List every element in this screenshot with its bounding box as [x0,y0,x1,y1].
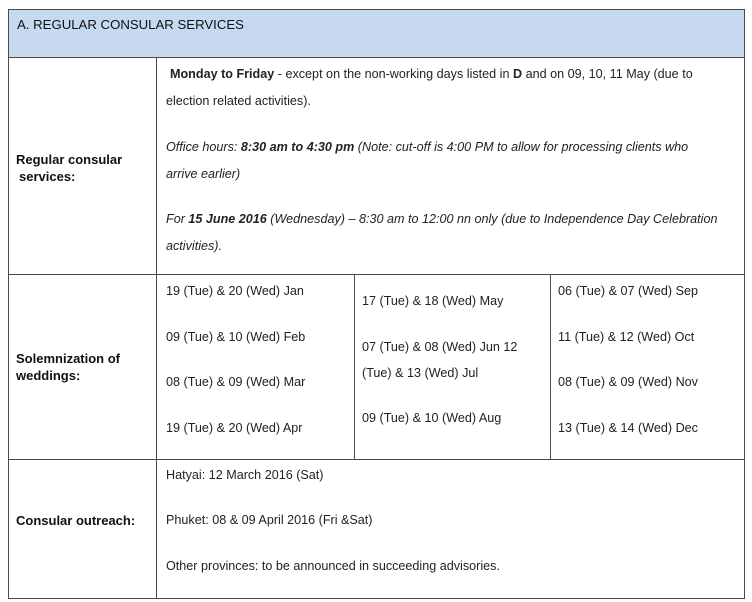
office-hours-line: Office hours: 8:30 am to 4:30 pm (Note: cut-off is 4:00 PM to allow for processing clients who [166,140,689,154]
list-item: 17 (Tue) & 18 (Wed) May [362,294,504,308]
list-item: 08 (Tue) & 09 (Wed) Mar [166,375,306,389]
section-title: A. REGULAR CONSULAR SERVICES [17,17,244,32]
weekday-line-2: election related activities). [166,94,311,108]
list-item: 07 (Tue) & 08 (Wed) Jun 12 [362,340,518,354]
list-item: Hatyai: 12 March 2016 (Sat) [166,468,324,482]
table-header [9,10,744,58]
list-item: 09 (Tue) & 10 (Wed) Aug [362,411,502,425]
outreach-row [9,460,744,598]
weddings-col-1 [157,275,354,459]
list-item: 13 (Tue) & 14 (Wed) Dec [558,421,698,435]
outreach-label: Consular outreach: [9,460,157,598]
weddings-row [9,275,744,460]
weddings-col-2 [355,275,550,459]
list-item: 19 (Tue) & 20 (Wed) Jan [166,284,304,298]
list-item: 11 (Tue) & 12 (Wed) Oct [558,330,695,344]
weddings-label: Solemnization of weddings: [9,275,157,459]
list-item: (Tue) & 13 (Wed) Jul [362,366,479,380]
office-hours-line-2: arrive earlier) [166,167,241,181]
weddings-col-3 [551,275,744,459]
list-item: 09 (Tue) & 10 (Wed) Feb [166,330,306,344]
june-line-2: activities). [166,239,222,253]
regular-services-row [9,58,744,275]
list-item: Phuket: 08 & 09 April 2016 (Fri &Sat) [166,513,373,527]
regular-services-label: Regular consular services: [9,58,157,274]
june-line: For 15 June 2016 (Wednesday) – 8:30 am to 12:00 nn only (due to Independence Day Celebration [166,212,718,226]
consular-services-table [8,9,745,599]
weekday-line: Monday to Friday - except on the non-working days listed in D and on 09, 10, 11 May (due to [170,67,693,81]
list-item: 08 (Tue) & 09 (Wed) Nov [558,375,698,389]
list-item: 06 (Tue) & 07 (Wed) Sep [558,284,698,298]
regular-services-content [157,58,744,274]
list-item: 19 (Tue) & 20 (Wed) Apr [166,421,303,435]
outreach-content [157,460,744,598]
list-item: Other provinces: to be announced in succeeding advisories. [166,559,500,573]
